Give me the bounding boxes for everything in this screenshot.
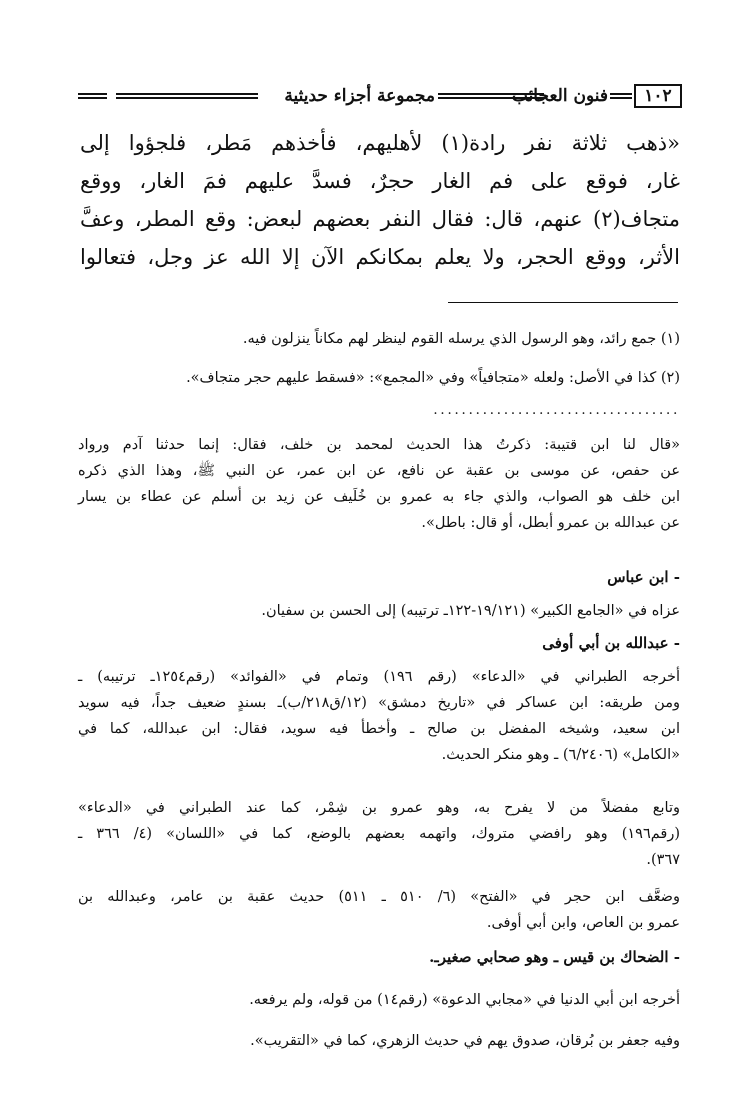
- paragraph-weakened: [78, 884, 680, 936]
- heading-dahhak: - الضحاك بن قيس ـ وهو صحابي صغيرـ.: [429, 948, 680, 966]
- running-header: [78, 84, 682, 110]
- paragraph-line: وتابع مفضلاً من لا يفرح به، وهو عمرو بن شِمْر، كما عند الطبراني في «الدعاء»: [78, 800, 680, 816]
- header-rule: [78, 93, 107, 99]
- paragraph-line: عن حفص، عن موسى بن عقبة عن نافع، عن ابن عمر، عن النبي ﷺ، وهذا الذي ذكره: [78, 463, 680, 479]
- paragraph-dahhak: [78, 987, 680, 1013]
- footnote-1: (١) جمع رائد، وهو الرسول الذي يرسله القوم لينظر لهم مكاناً ينزلون فيه.: [242, 331, 680, 347]
- paragraph-line: ابن خلف هو الصواب، والذي جاء به عمرو بن خُلَيف عن زيد بن أسلم عن عطاء بن يسار: [78, 489, 680, 505]
- paragraph-line: وضعَّف ابن حجر في «الفتح» (٦/ ٥١٠ ـ ٥١١) حديث عقبة بن عامر، وعبدالله بن: [78, 889, 681, 905]
- heading-ibn-abi-awfa: - عبدالله بن أبي أوفى: [542, 634, 680, 652]
- main-text-line: متجاف(٢) عنهم، قال: فقال النفر بعضهم لبعض: وقع المطر، وعفَّ: [80, 207, 680, 231]
- page-number-box: ١٠٢: [634, 84, 682, 108]
- paragraph-line: أخرجه الطبراني في «الدعاء» (رقم ١٩٦) وتمام في «الفوائد» (رقم١٢٥٤ـ ترتيبه) ـ: [78, 669, 681, 685]
- main-text-line: الأثر، ووقع الحجر، ولا يعلم بمكانكم الآن إلا الله عز وجل، فتعالوا: [80, 245, 680, 269]
- paragraph-line: أخرجه ابن أبي الدنيا في «مجابي الدعوة» (رقم١٤) من قوله، ولم يرفعه.: [249, 992, 680, 1008]
- header-rule: [438, 93, 544, 99]
- paragraph-line: وفيه جعفر بن بُرقان، صدوق يهم في حديث الزهري، كما في «التقريب».: [250, 1033, 680, 1049]
- heading-ibn-abbas: - ابن عباس: [607, 568, 680, 586]
- paragraph-line: «الكامل» (٦/٢٤٠٦) ـ وهو منكر الحديث.: [441, 747, 680, 763]
- paragraph-jafar: [78, 1028, 680, 1054]
- paragraph-line: «قال لنا ابن قتيبة: ذكرتُ هذا الحديث لمحمد بن خلف، فقال: إنما حدثنا آدم ورواد: [78, 437, 680, 453]
- dotted-divider: ...................................: [433, 402, 680, 418]
- paragraph-line: (رقم١٩٦) وهو رافضي متروك، واتهمه بعضهم بالوضع، كما في «اللسان» (٤/ ٣٦٦ ـ: [78, 826, 680, 842]
- footnote-2: (٢) كذا في الأصل: ولعله «متجافياً» وفي «المجمع»: «فسقط عليهم حجر متجاف».: [186, 370, 680, 386]
- book-title: فنون العجائب: [511, 86, 608, 106]
- main-text-line: «ذهب ثلاثة نفر رادة(١) لأهليهم، فأخذهم مَطر، فلجؤوا إلى: [80, 131, 681, 155]
- paragraph-line: ومن طريقه: ابن عساكر في «تاريخ دمشق» (١٢/ق٢١٨/ب)ـ بسندٍ ضعيف جداً، فيه سويد: [78, 695, 680, 711]
- footnote-separator: [448, 302, 678, 303]
- main-text-line: غار، فوقع على فم الغار حجرٌ، فسدَّ عليهم فمَ الغار، ووقع: [80, 169, 680, 193]
- header-rule: [116, 93, 258, 99]
- series-title: مجموعة أجزاء حديثية: [284, 86, 435, 106]
- paragraph-line: ٣٦٧).: [646, 852, 680, 868]
- paragraph-ibn-abi-awfa: [78, 664, 680, 768]
- paragraph-ibn-abbas: [78, 598, 680, 624]
- header-rule: [610, 93, 632, 99]
- paragraph-line: عزاه في «الجامع الكبير» (١٩/١٢١-١٢٢ـ ترتيبه) إلى الحسن بن سفيان.: [261, 603, 680, 619]
- quote-paragraph: [78, 432, 680, 536]
- main-text: [80, 124, 680, 276]
- paragraph-follow: [78, 795, 680, 873]
- paragraph-line: عمرو بن العاص، وابن أبي أوفى.: [486, 915, 680, 931]
- paragraph-line: عن عبدالله بن عمرو أبطل، أو قال: باطل».: [421, 515, 680, 531]
- paragraph-line: ابن سعيد، وشيخه المفضل بن صالح ـ وأخطأ فيه سويد، فقال: ابن عبدالله، كما في: [78, 721, 680, 737]
